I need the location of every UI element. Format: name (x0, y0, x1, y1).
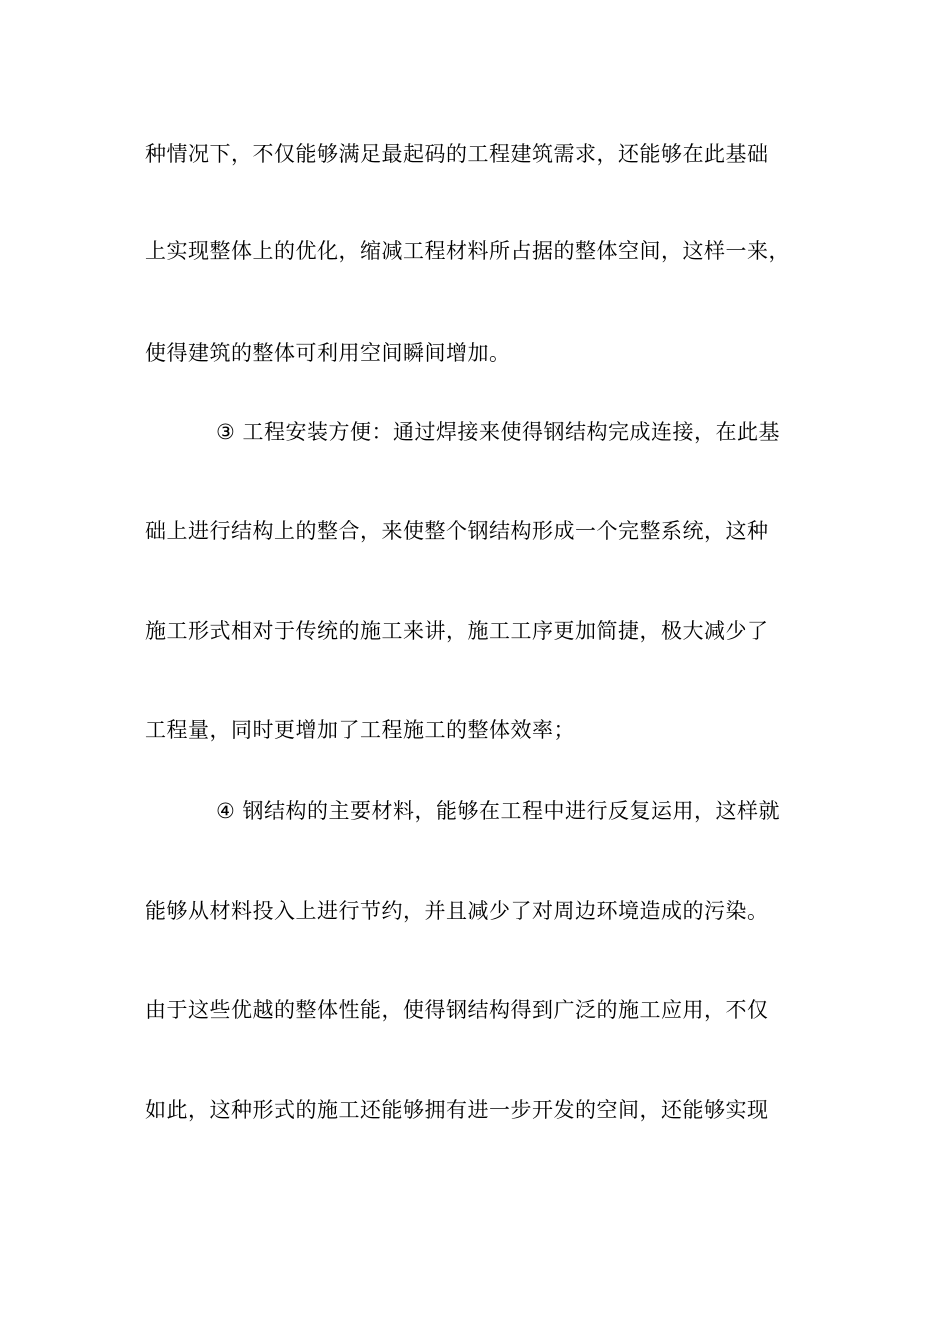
paragraph-line: 上实现整体上的优化，缩减工程材料所占据的整体空间，这样一来， (145, 239, 790, 263)
paragraph-line: 施工形式相对于传统的施工来讲，施工工序更加简捷，极大减少了 (145, 619, 769, 643)
paragraph-line: 能够从材料投入上进行节约，并且减少了对周边环境造成的污染。 (145, 899, 769, 923)
paragraph-line: 使得建筑的整体可利用空间瞬间增加。 (145, 341, 511, 365)
paragraph-line: 工程量，同时更增加了工程施工的整体效率； (145, 718, 575, 742)
list-item-3-line: ③ 工程安装方便：通过焊接来使得钢结构完成连接，在此基 (216, 420, 780, 444)
list-item-4-line: ④ 钢结构的主要材料，能够在工程中进行反复运用，这样就 (216, 799, 780, 823)
paragraph-line: 础上进行结构上的整合，来使整个钢结构形成一个完整系统，这种 (145, 519, 769, 543)
paragraph-line: 如此，这种形式的施工还能够拥有进一步开发的空间，还能够实现 (145, 1098, 769, 1122)
paragraph-line: 由于这些优越的整体性能，使得钢结构得到广泛的施工应用，不仅 (145, 998, 769, 1022)
paragraph-line: 种情况下，不仅能够满足最起码的工程建筑需求，还能够在此基础 (145, 142, 769, 166)
